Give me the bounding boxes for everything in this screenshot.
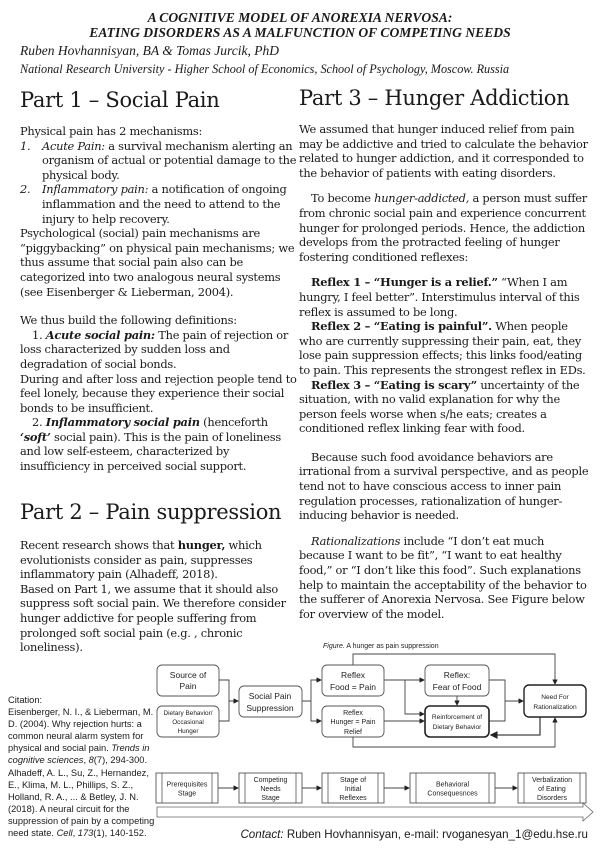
part1-psych: Psychological (social) pain mechanisms are “piggybacking” on physical pain mechanisms; we thus assume that social pain also can be categorized into two analogous neural systems (see Eisenberger & Lieberman, 2004). bbox=[20, 226, 295, 299]
reflex-text: “When I am hungry, I feel better”. Interstimulus interval of this reflex is assumed to be long. bbox=[299, 275, 580, 319]
box-reinforcement: Dietary Behavior bbox=[432, 724, 482, 731]
stage-label: Disorders bbox=[537, 795, 567, 802]
reflex-text: When people who are currently suppressing their pain, eat, they lose pain suppression effects; this links food/eating to pain. This represents the strongest reflex in EDs. bbox=[299, 319, 586, 377]
box-social-pain-suppression: Suppression bbox=[246, 703, 294, 713]
def-soft: ‘soft’ bbox=[20, 429, 51, 444]
ref-journal: Cell bbox=[56, 828, 73, 839]
term: hunger-addicted, bbox=[374, 191, 470, 206]
box-dietary-behavior: Dietary Behavior/ bbox=[163, 710, 213, 717]
def-text: The pain of rejection or loss characterized by sudden loss and degradation of social bonds. bbox=[20, 327, 289, 371]
item-text: a survival mechanism alerting an organism of actual or potential damage to the physical body. bbox=[42, 138, 297, 182]
part3-p4: Because such food avoidance behaviors are irrational from a survival perspective, and as people tend not to have conscious access to inner pain regulation processes, rationalization of hunger-inducing behavior is needed. bbox=[299, 449, 589, 523]
box-dietary-behavior: Hunger bbox=[177, 728, 199, 735]
ref-text: , bbox=[72, 828, 78, 839]
stage-label: Reflexes bbox=[339, 795, 367, 802]
def-term: Inflammatory social pain bbox=[45, 415, 200, 430]
stage-label: Needs bbox=[260, 786, 281, 793]
title-line-1: A COGNITIVE MODEL OF ANOREXIA NERVOSA: bbox=[147, 10, 453, 25]
item-number: 2. bbox=[20, 182, 31, 197]
part2-p2: Based on Part 1, we assume that it should also suppress soft social pain. We therefore consider hunger addictive for people suffering from prolonged soft social pain (e.g. , chronic loneliness). bbox=[20, 581, 286, 655]
reflex-text: uncertainty of the situation, with no valid explanation for why the person feels worse when s/he eats; creates a conditioned reflex linking fear with food. bbox=[299, 377, 580, 436]
def-text: social pain). This is the pain of loneliness and low self-esteem, characterized by insufficiency in perceived social support. bbox=[20, 429, 281, 474]
ref-text: (7), 294-300. bbox=[93, 755, 148, 766]
hunger-term: hunger, bbox=[177, 538, 226, 552]
item-text: a notification of ongoing inflammation and the need to attend to the injury to help recovery. bbox=[42, 182, 287, 226]
box-need-rationalization: Need For bbox=[541, 694, 569, 701]
stage-label: Verbalization bbox=[531, 777, 573, 784]
stage-label: Stage of bbox=[339, 777, 367, 784]
text: include “I don’t eat much because I want to be fit”, “I want to eat healthy food,” or “I don’t like this food”. Such explanations help to maintain the acceptability of the behavior to the sufferer of Anorexia Nervosa. See Figure below for overview of the model. bbox=[299, 533, 587, 621]
stage-box bbox=[322, 773, 384, 803]
part1-defs-intro: We thus build the following definitions: bbox=[20, 313, 237, 328]
part2-heading: Part 2 – Pain suppression bbox=[20, 500, 282, 524]
def-term: Acute social pain: bbox=[45, 327, 155, 342]
stage-box bbox=[518, 773, 586, 803]
box-reflex-hunger-relief: Relief bbox=[344, 729, 362, 736]
stage-label: of Eating bbox=[538, 786, 566, 793]
def-number: 2. bbox=[32, 415, 46, 430]
def-number: 1. bbox=[32, 327, 46, 342]
text: which evolutionists consider as pain, suppresses inflammatory pain (Alhadeff, 2018). bbox=[20, 538, 262, 582]
reflex-title: – “Eating is painful”. bbox=[360, 319, 492, 334]
ref-volume: 8 bbox=[88, 755, 94, 766]
reflex-label: Reflex 1 bbox=[311, 275, 361, 290]
stage-label: Stage bbox=[177, 790, 197, 798]
ref-journal: Trends in cognitive sciences bbox=[8, 743, 150, 766]
term: Rationalizations bbox=[311, 533, 401, 548]
reflex-title: – “Hunger is a relief.” bbox=[360, 275, 498, 290]
contact-email[interactable]: Ruben Hovhannisyan, e-mail: rvoganesyan_1@edu.hse.ru bbox=[283, 828, 588, 841]
stage-label: Initial bbox=[344, 786, 362, 793]
item-term: Acute Pain: bbox=[42, 138, 105, 153]
box-source-of-pain: Pain bbox=[179, 681, 197, 691]
box-source-of-pain: Source of bbox=[169, 670, 207, 680]
text: Recent research shows that bbox=[20, 538, 178, 552]
box-reflex-hunger-relief: Hunger = Pain bbox=[330, 719, 376, 726]
part1-heading: Part 1 – Social Pain bbox=[20, 88, 220, 112]
stage-box bbox=[410, 773, 495, 803]
stage-row bbox=[156, 773, 586, 803]
stage-label: Prerequisites bbox=[166, 781, 208, 789]
box-reinforcement: Reinforcement of bbox=[431, 714, 483, 721]
part1-def-1-extra: During and after loss and rejection people tend to feel lonely, because they experience their social bonds to be insufficient. bbox=[20, 371, 297, 415]
box-social-pain-suppression: Social Pain bbox=[248, 691, 292, 701]
part1-intro: Physical pain has 2 mechanisms: bbox=[20, 124, 203, 138]
stage-label: Stage bbox=[261, 795, 280, 802]
ref-text: Eisenberger, N. I., & Lieberman, M. D. (2004). Why rejection hurts: a common neural alarm system for physical and social pain. bbox=[8, 707, 154, 754]
part3-p1: We assumed that hunger induced relief from pain may be addictive and tried to calculate the behavior related to hunger addiction, and it corresponded to the behavior of patients with eating disorders. bbox=[299, 122, 588, 180]
box-fear-of-food: Fear of Food bbox=[432, 682, 482, 692]
contact-label: Contact: bbox=[240, 828, 284, 841]
ref-volume: 173 bbox=[77, 828, 94, 839]
stage-label: Behavioral bbox=[435, 781, 470, 789]
title-line-2: EATING DISORDERS AS A MALFUNCTION OF COMPETING NEEDS bbox=[89, 25, 511, 40]
reflex-label: Reflex 2 bbox=[311, 319, 361, 334]
stage-label: Competing bbox=[253, 777, 288, 784]
box-dietary-behavior: Occasional bbox=[172, 719, 204, 726]
box-need-rationalization: Rationalization bbox=[533, 704, 577, 711]
citation-label: Citation: bbox=[8, 695, 43, 705]
part3-heading: Part 3 – Hunger Addiction bbox=[299, 86, 570, 110]
box-reflex-food-pain: Reflex bbox=[340, 670, 366, 680]
text: a person must suffer from chronic social pain and experience concurrent hunger for prolonged periods. Hence, the addiction develops from the protracted feeling of hunger fostering conditioned reflexes: bbox=[299, 191, 587, 264]
timeline-arrow bbox=[157, 803, 593, 821]
reflex-title: – “Eating is scary” bbox=[360, 377, 477, 392]
text: To become bbox=[311, 191, 375, 206]
box-fear-of-food: Reflex: bbox=[443, 670, 471, 680]
ref-text: , bbox=[83, 755, 89, 766]
contact bbox=[240, 828, 588, 841]
stage-box bbox=[239, 773, 302, 803]
reflex-label: Reflex 3 bbox=[311, 377, 361, 392]
stage-box bbox=[156, 773, 218, 803]
box-reflex-hunger-relief: Reflex bbox=[343, 710, 363, 717]
stage-label: Consequesnces bbox=[427, 790, 478, 798]
box-reflex-food-pain: Food = Pain bbox=[329, 682, 377, 692]
ref-text: Alhadeff, A. L., Su, Z., Hernandez, E., Klima, M. L., Phillips, S. Z., Holland, R. A., ... & Betley, J. N. (2018). A neural circuit for the suppression of pain by a competing need state. bbox=[8, 767, 155, 839]
affiliation: National Research University - Higher School of Economics, School of Psychology, Moscow. Russia bbox=[20, 62, 510, 76]
authors: Ruben Hovhannisyan, BA & Tomas Jurcik, PhD bbox=[20, 43, 279, 58]
figure-caption: Figure. A hunger as pain suppression bbox=[323, 643, 439, 650]
def-text: (henceforth bbox=[199, 415, 268, 430]
item-term: Inflammatory pain: bbox=[42, 182, 149, 197]
item-number: 1. bbox=[20, 138, 31, 153]
ref-text: (1), 140-152. bbox=[93, 828, 147, 839]
